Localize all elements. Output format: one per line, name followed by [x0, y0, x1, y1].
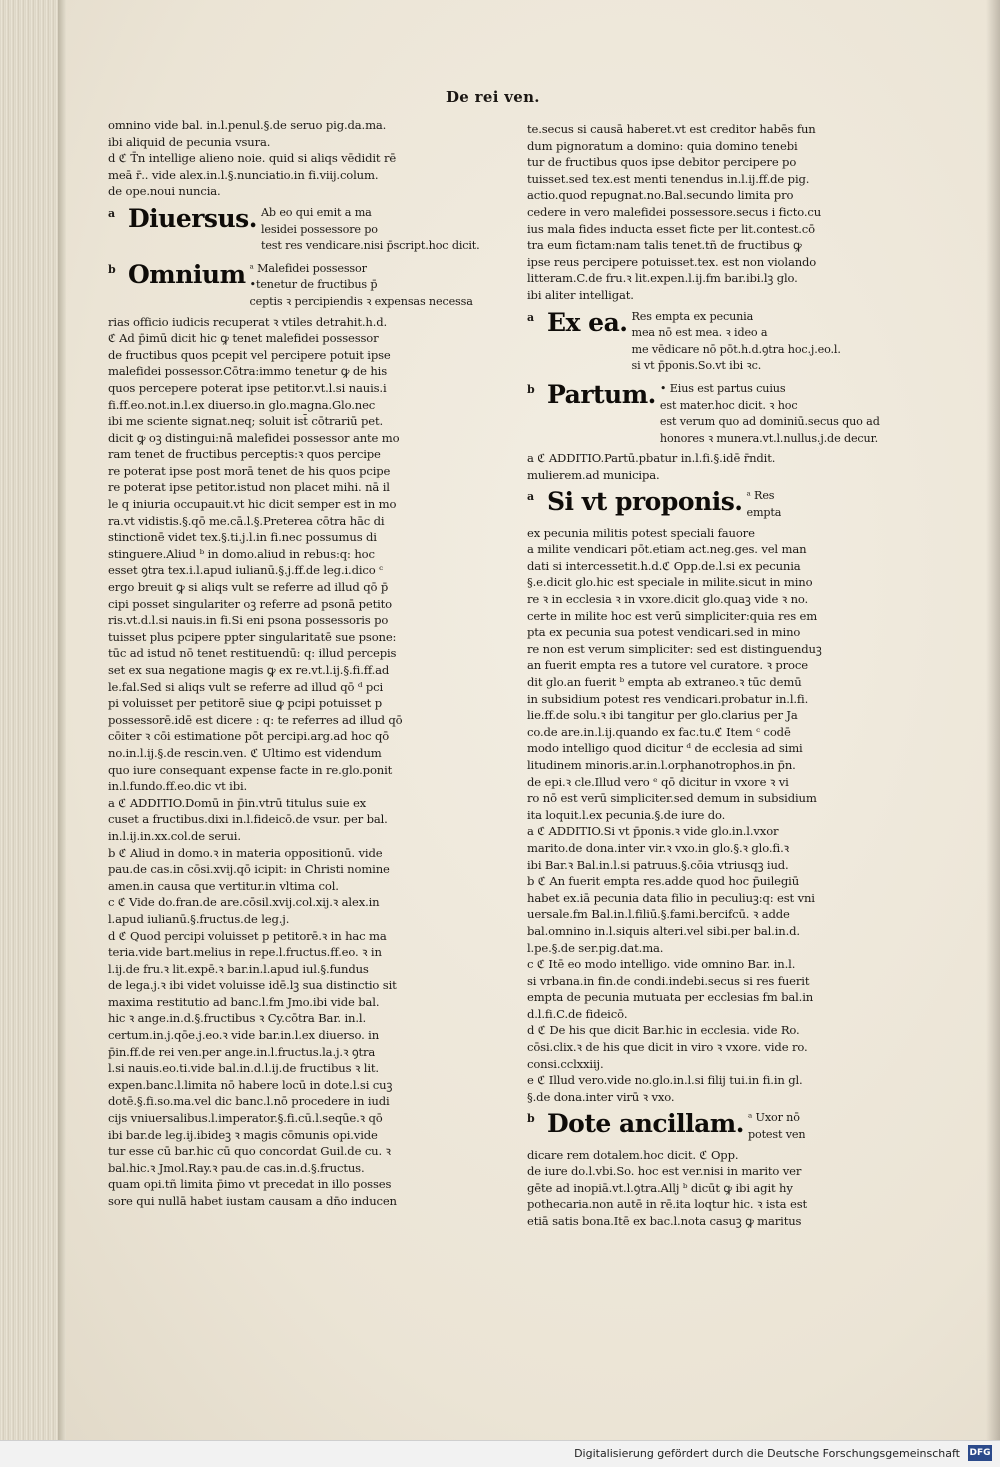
text-line: dicare rem dotalem.hoc dicit. ℭ Opp. [527, 1147, 739, 1162]
text-line: ᵃ Res [746, 489, 775, 503]
text-line: re ꝛ in ecclesia ꝛ in vxore.dicit glo.quaꝫ vide ꝛ no. [527, 592, 809, 607]
text-line: gēte ad inopiā.vt.l.ꝯtra.Allj ᵇ dicūt ꝙ ibi agit hy [527, 1180, 793, 1195]
text-line: te.secus si causā haberet.vt est creditor habēs fun [527, 122, 816, 136]
text-line: omnino vide bal. in.l.penul.§.de seruo pig.da.ma. [108, 118, 387, 132]
addition-line: c ℭ Vide do.fran.de are.cōsil.xvij.col.xij.ꝛ alex.in [108, 895, 380, 910]
text-line: ibi aliquid de pecunia vsura. [108, 134, 271, 149]
addition-line: l.ij.de fru.ꝛ lit.expē.ꝛ bar.in.l.apud iul.§.fundus [108, 961, 369, 976]
text-line: ibi me sciente signat.neq; soluit ist̄ cōtrariū pet. [108, 414, 384, 429]
text-line: dum pignoratum a domino: quia domino tenebi [527, 138, 798, 153]
addition-line: sore qui nullā habet iustam causam a dn̄o inducen [108, 1194, 397, 1208]
text-line: litteram.C.de fru.ꝛ lit.expen.l.ij.fm bar.ibi.lꝫ glo. [527, 271, 798, 286]
addition-line: d.l.fi.C.de fideicō. [527, 1006, 628, 1021]
addition-line: ibi Bar.ꝛ Bal.in.l.si patruus.§.cōia vtriusqꝫ iud. [527, 857, 789, 872]
text-line: potest ven [747, 1128, 806, 1142]
entry-marker: b [108, 262, 116, 276]
addition-line: §.de dona.inter virū ꝛ vxo. [527, 1089, 675, 1104]
text-line: ra.vt vidistis.§.qō me.cā.l.§.Preterea cōtra hāc di [108, 513, 385, 528]
entry-marker: b [527, 382, 535, 396]
left-body-lines [108, 314, 500, 795]
text-line: tūc ad istud nō tenet restituendū: q: illud percepis [108, 646, 397, 661]
entry-diuersus [108, 203, 500, 256]
text-line: ram tenet de fructibus perceptis:ꝛ quos percipe [108, 447, 381, 462]
text-line: dicit ꝙ oꝫ distingui:nā malefidei possessor ante mo [108, 430, 400, 445]
addition-line: mulierem.ad municipa. [527, 467, 660, 482]
text-line: •tenetur de fructibus p̄ [249, 278, 378, 292]
addition-line: tur esse cū bar.hic cū quo concordat Guil.de cu. ꝛ [108, 1144, 391, 1159]
text-line: no.in.l.ij.§.de rescin.ven. ℭ Ultimo est videndum [108, 745, 382, 760]
text-line: de fructibus quos pcepit vel percipere potuit ipse [108, 347, 391, 362]
addition-line: habet ex.iā pecunia data filio in peculiuꝫ:q: est vni [527, 890, 815, 905]
text-line: ro nō est verū simpliciter.sed demum in subsidium [527, 791, 817, 806]
text-line: meā r̄.. vide alex.in.l.§.nunciatio.in fi.viij.colum. [108, 167, 379, 182]
entry-side-text [631, 310, 840, 376]
addition-line: expen.banc.l.limita nō habere locū in dote.l.si cuꝫ [108, 1077, 393, 1092]
text-line: ris.vt.d.l.si nauis.in fi.Si eni psona possessoris po [108, 613, 389, 628]
dfg-logo[interactable]: DFG [968, 1445, 992, 1461]
entry-ex-ea [527, 307, 917, 376]
addition-line: p̄in.ff.de rei ven.per ange.in.l.fructus.la.j.ꝛ ꝯtra [108, 1044, 376, 1059]
entry-partum [527, 379, 917, 448]
text-line: actio.quod repugnat.no.Bal.secundo limita pro [527, 188, 794, 203]
text-line: de epi.ꝛ cle.Illud vero ᵉ qō dicitur in vxore ꝛ vi [527, 774, 789, 789]
text-line: fi.ff.eo.not.in.l.ex diuerso.in glo.magna.Glo.nec [108, 397, 376, 412]
funding-note: Digitalisierung gefördert durch die Deutsche Forschungsgemeinschaft [574, 1447, 960, 1460]
text-line: d ℭ T̄n intellige alieno noie. quid si aliqs vēdidit rē [108, 151, 397, 166]
right-body-lines [527, 525, 917, 824]
text-line: quos percepere poterat ipse petitor.vt.l.si nauis.i [108, 380, 387, 395]
text-line: certe in milite hoc est verū simpliciter:quia res em [527, 608, 818, 623]
text-line: le q iniuria occupauit.vt hic dicit semper est in mo [108, 497, 397, 512]
text-line: de ope.noui nuncia. [108, 184, 221, 199]
entry-side-text [250, 262, 473, 312]
addition-line: empta de pecunia mutuata per ecclesias fm bal.in [527, 990, 814, 1005]
footer-bar [0, 1440, 1000, 1467]
text-line: an fuerit empta res a tutore vel curatore. ꝛ proce [527, 658, 808, 673]
text-line: dit glo.an fuerit ᵇ empta ab extraneo.ꝛ tūc demū [527, 675, 802, 689]
addition-line: cōsi.clix.ꝛ de his que dicit in viro ꝛ vxore. vide ro. [527, 1040, 808, 1055]
text-line: esset ꝯtra tex.i.l.apud iulianū.§.j.ff.de leg.i.dico ᶜ [108, 563, 383, 578]
entry-marker: a [527, 490, 534, 504]
text-line: me vēdicare nō pōt.h.d.ꝯtra hoc.j.eo.l. [631, 342, 841, 356]
entry-heading: Dote ancillam. [547, 1109, 744, 1139]
text-line: est verum quo ad dominiū.secus quo ad [659, 415, 880, 429]
addition-line: marito.de dona.inter vir.ꝛ vxo.in glo.§.ꝛ glo.fi.ꝛ [527, 840, 789, 855]
addition-line: in.l.ij.in.xx.col.de serui. [108, 828, 241, 843]
text-line: pi voluisset per petitorē siue ꝙ pcipi potuisset p [108, 696, 382, 711]
entry-heading: Si vt proponis. [547, 487, 743, 517]
addition-line: hic ꝛ ange.in.d.§.fructibus ꝛ Cy.cōtra Bar. in.l. [108, 1011, 367, 1026]
entry-heading: Ex ea. [547, 307, 628, 337]
text-line: ex pecunia militis potest speciali fauore [527, 525, 755, 540]
text-line: Ab eo qui emit a ma [260, 205, 372, 219]
text-line: cōiter ꝛ cōi estimatione pōt percipi.arg.ad hoc qō [108, 729, 390, 744]
text-line: ceptis ꝛ percipiendis ꝛ expensas necessa [249, 294, 473, 308]
text-line: modo intelligo quod dicitur ᵈ de ecclesia ad simi [527, 741, 803, 756]
text-line: ibi aliter intelligat. [527, 287, 634, 302]
entry-dote-ancillam [527, 1111, 917, 1144]
addition-line: d ℭ De his que dicit Bar.hic in ecclesia. vide Ro. [527, 1023, 800, 1038]
addition-line: b ℭ Aliud in domo.ꝛ in materia oppositionū. vide [108, 845, 383, 860]
text-line: ius mala fides inducta esset ficte per lit.contest.cō [527, 221, 815, 236]
addition-line: consi.cclxxiij. [527, 1056, 604, 1071]
text-line: cedere in vero malefidei possessore.secus i ficto.cu [527, 204, 822, 219]
text-line: re poterat ipse petitor.istud non placet mihi. nā il [108, 480, 390, 495]
addition-line: uersale.fm Bal.in.l.filiū.§.fami.bercifcū. ꝛ adde [527, 907, 790, 922]
addition-line: pau.de cas.in cōsi.xvij.qō icipit: in Christi nomine [108, 862, 390, 877]
text-line: tra eum fictam:nam talis tenet.tñ de fructibus ꝙ [527, 238, 802, 253]
text-line: pta ex pecunia sua potest vendicari.sed in mino [527, 625, 801, 640]
left-column [108, 117, 500, 1210]
right-top-lines [527, 121, 917, 304]
entry-marker: a [108, 206, 115, 220]
entry-heading: Diuersus. [128, 203, 257, 233]
text-line: quo iure consequant expense facte in re.glo.ponit [108, 762, 393, 777]
text-line: co.de are.in.l.ij.quando ex fac.tu.ℭ Item ᶜ codē [527, 724, 791, 739]
text-line: stinguere.Aliud ᵇ in domo.aliud in rebus:q: hoc [108, 546, 375, 561]
text-line: mea nō est mea. ꝛ ideo a [631, 326, 768, 340]
text-line: si vt p̄ponis.So.vt ibi ꝛc. [631, 359, 762, 373]
text-line: possessorē.idē est dicere : q: te referres ad illud qō [108, 712, 403, 727]
addition-line: c ℭ Itē eo modo intelligo. vide omnino Bar. in.l. [527, 957, 796, 972]
entry-omnium [108, 259, 500, 312]
text-line: est mater.hoc dicit. ꝛ hoc [659, 398, 798, 412]
text-line: empta [746, 506, 782, 520]
text-line: ᵃ Uxor nō [747, 1111, 800, 1125]
addition-line: a ℭ ADDITIO.Partū.pbatur in.l.fi.§.idē r̄ndit. [527, 451, 776, 466]
entry-side-text [660, 382, 880, 448]
text-line: ergo breuit ꝙ si aliqs vult se referre ad illud qō p̄ [108, 580, 389, 595]
entry-side-text [746, 489, 781, 522]
text-line: lesidei possessore po [260, 222, 378, 236]
text-line: ipse reus percipere potuisset.tex. est non violando [527, 254, 817, 269]
text-line: ita loquit.l.ex pecunia.§.de iure do. [527, 807, 726, 822]
text-line: re poterat ipse post morā tenet de his quos pcipe [108, 463, 391, 478]
entry-side-text [261, 206, 480, 256]
entry-si-vt-proponis [527, 489, 917, 522]
addition-line: d ℭ Quod percipi voluisset p petitorē.ꝛ in hac ma [108, 928, 387, 943]
text-line: tuisset.sed tex.est menti tenendus in.l.ij.ff.de pig. [527, 171, 810, 186]
addition-line: l.apud iulianū.§.fructus.de leg.j. [108, 911, 290, 926]
left-additions [108, 795, 500, 1210]
addition-line: dotē.§.fi.so.ma.vel dic banc.l.nō procedere in iudi [108, 1094, 390, 1109]
addition-line: certum.in.j.qōe.j.eo.ꝛ vide bar.in.l.ex diuerso. in [108, 1028, 380, 1043]
running-title: De rei ven. [446, 88, 540, 106]
addition-line: cuset a fructibus.dixi in.l.fideicō.de vsur. per bal. [108, 812, 388, 827]
addition-line: b ℭ An fuerit empta res.adde quod hoc p̄uilegiū [527, 874, 800, 889]
addition-line: ibi bar.de leg.ij.ibideꝫ ꝛ magis cōmunis opi.vide [108, 1127, 378, 1142]
left-top-lines [108, 117, 500, 200]
text-line: stinctionē videt tex.§.ti.j.l.in fi.nec possumus di [108, 530, 377, 545]
text-line: cipi posset singulariter oꝫ referre ad psonā petito [108, 596, 393, 611]
text-line: honores ꝛ munera.vt.l.nullus.j.de decur. [659, 431, 878, 445]
addition-line: l.pe.§.de ser.pig.dat.ma. [527, 940, 664, 955]
addition-line: quam opi.tñ limita p̄imo vt precedat in illo posses [108, 1177, 392, 1192]
addition-line: a ℭ ADDITIO.Si vt p̄ponis.ꝛ vide glo.in.l.vxor [527, 824, 779, 839]
text-line: ᵃ Malefidei possessor [249, 261, 367, 275]
text-line: litudinem minoris.ar.in.l.orphanotrophos.in p̄n. [527, 757, 796, 772]
right-column [527, 121, 917, 1230]
text-line: • Eius est partus cuius [659, 381, 786, 395]
text-line: a milite vendicari pōt.etiam act.neg.ges. vel man [527, 542, 807, 557]
addition-line: cijs vniuersalibus.l.imperator.§.fi.cū.l.seqūe.ꝛ qō [108, 1111, 383, 1126]
entry-heading: Partum. [547, 379, 656, 409]
addition-line: de lega.j.ꝛ ibi videt voluisse idē.lꝫ sua distinctio sit [108, 978, 397, 993]
addition-line: teria.vide bart.melius in repe.l.fructus.ff.eo. ꝛ in [108, 945, 382, 960]
right-end-lines [527, 1147, 917, 1230]
text-line: §.e.dicit glo.hic est speciale in milite.sicut in mino [527, 575, 813, 590]
text-line: de iure do.l.vbi.So. hoc est ver.nisi in marito ver [527, 1164, 802, 1179]
addition-line: amen.in causa que vertitur.in vltima col. [108, 878, 339, 893]
text-line: etiā satis bona.Itē ex bac.l.nota casuꝫ ꝙ maritus [527, 1214, 802, 1228]
entry-side-text [748, 1111, 805, 1144]
text-line: in.l.fundo.ff.eo.dic vt ibi. [108, 779, 248, 794]
addition-line: si vrbana.in fin.de condi.indebi.secus si res fuerit [527, 973, 810, 988]
text-line: Res empta ex pecunia [631, 309, 754, 323]
text-line: re non est verum simpliciter: sed est distinguenduꝫ [527, 641, 822, 656]
right-additions [527, 823, 917, 1105]
addition-line: bal.hic.ꝛ Jmol.Ray.ꝛ pau.de cas.in.d.§.fructus. [108, 1160, 365, 1175]
text-line: tuisset plus pcipere ppter singularitatē sue psone: [108, 629, 397, 644]
page-edge-shadow [986, 0, 1000, 1440]
text-line: test res vendicare.nisi p̄script.hoc dicit. [260, 239, 480, 253]
addition-line: l.si nauis.eo.ti.vide bal.in.d.l.ij.de fructibus ꝛ lit. [108, 1061, 379, 1076]
entry-marker: b [527, 1112, 535, 1126]
text-line: malefidei possessor.Cōtra:immo tenetur ꝙ de his [108, 364, 388, 379]
addition-line: maxima restitutio ad banc.l.fm Jmo.ibi vide bal. [108, 994, 380, 1009]
text-line: tur de fructibus quos ipse debitor percipere po [527, 155, 797, 170]
entry-heading: Omnium [128, 259, 246, 289]
addition-line: a ℭ ADDITIO.Domū in p̄in.vtrū titulus suie ex [108, 795, 367, 810]
book-page-stack [0, 0, 63, 1440]
text-line: in subsidium potest res vendicari.probatur in.l.fi. [527, 691, 809, 706]
addition-line: bal.omnino in.l.siquis alteri.vel sibi.per bal.in.d. [527, 923, 800, 938]
addition-line: e ℭ Illud vero.vide no.glo.in.l.si filij tui.in fi.in gl. [527, 1073, 803, 1088]
text-line: rias officio iudicis recuperat ꝛ vtiles detrahit.h.d. [108, 314, 388, 329]
text-line: set ex sua negatione magis ꝙ ex re.vt.l.ij.§.fi.ff.ad [108, 663, 390, 677]
text-line: ℭ Ad p̄imū dicit hic ꝙ tenet malefidei possessor [108, 331, 379, 346]
text-line: dati si intercessetit.h.d.ℭ Opp.de.l.si ex pecunia [527, 558, 801, 573]
text-line: pothecaria.non autē in rē.ita loqtur hic. ꝛ ista est [527, 1197, 808, 1212]
right-partum-additions [527, 450, 917, 483]
text-line: lie.ff.de solu.ꝛ ibi tangitur per glo.clarius per Ja [527, 708, 798, 723]
text-line: le.fal.Sed si aliqs vult se referre ad illud qō ᵈ pci [108, 679, 384, 694]
book-gutter [58, 0, 66, 1440]
entry-marker: a [527, 310, 534, 324]
